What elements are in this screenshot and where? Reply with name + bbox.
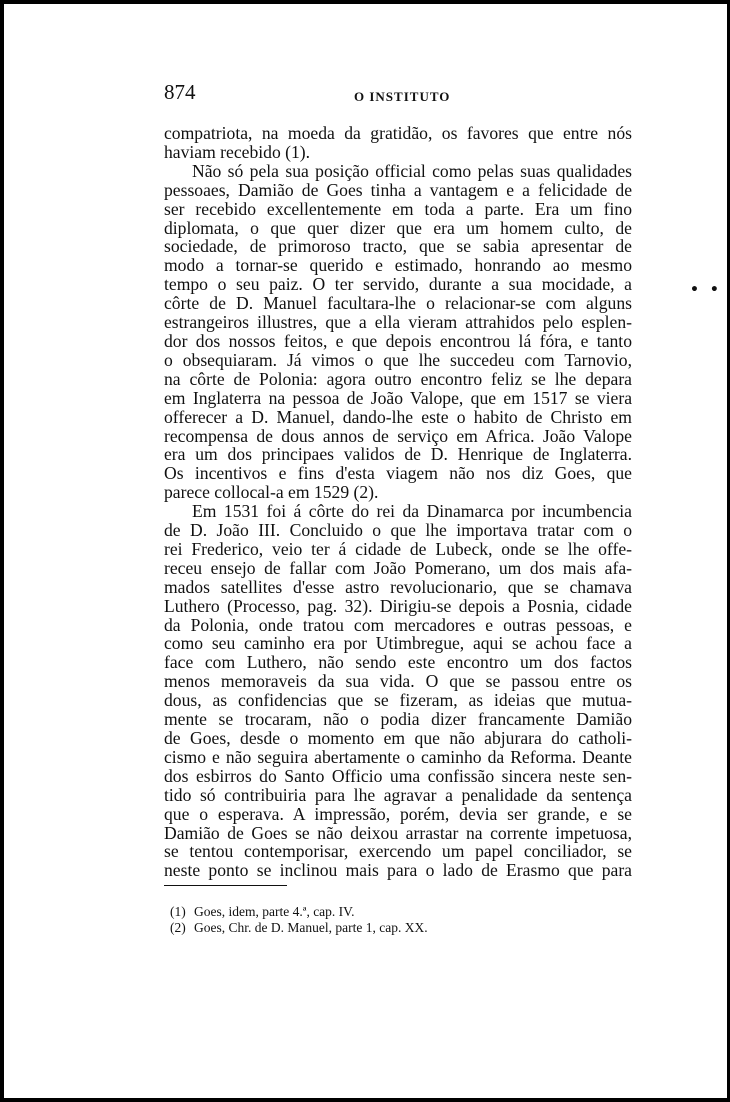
footnote-1	[170, 904, 428, 920]
text-line: que o esperava. A impressão, porém, devia ser grande, e se	[164, 803, 632, 824]
text-line: offerecer a D. Manuel, dando-lhe este o habito de Christo em	[164, 406, 632, 427]
text-line: recompensa de dous annos de serviço em Africa. João Valope	[164, 425, 632, 446]
text-line: neste ponto se inclinou mais para o lado de Erasmo que para	[164, 860, 632, 881]
text-line: dor dos nossos feitos, e que depois encontrou lá fóra, e tanto	[164, 330, 632, 351]
footnotes	[170, 904, 428, 936]
text-line: diplomata, o que quer dizer que era um homem culto, de	[164, 217, 632, 238]
text-line: face com Luthero, não sendo este encontro um dos factos	[164, 652, 632, 673]
text-line: côrte de D. Manuel facultara-lhe o relacionar-se com alguns	[164, 293, 632, 314]
text-line: estrangeiros illustres, que a ella vieram attrahidos pelo esplen-	[164, 312, 632, 333]
text-line: na côrte de Polonia: agora outro encontro feliz se lhe depara	[164, 368, 632, 389]
page-number: 874	[164, 80, 196, 104]
text-line: de D. João III. Concluido o que lhe importava tratar com o	[164, 520, 632, 541]
footnote-2	[170, 920, 428, 936]
text-line: pessoaes, Damião de Goes tinha a vantagem e a felicidade de	[164, 179, 632, 200]
footnote-text: Goes, Chr. de D. Manuel, parte 1, cap. XX.	[194, 920, 428, 935]
text-line: de Goes, desde o momento em que não abjurara do catholi-	[164, 728, 632, 748]
text-line: em Inglaterra na pessoa de João Valope, que em 1517 se viera	[164, 387, 632, 408]
text-line: era um dos principaes validos de D. Henrique de Inglaterra.	[164, 444, 632, 465]
text-line: menos memoraveis da sua vida. O que se passou entre os	[164, 671, 632, 692]
text-line: tido só contribuiria para lhe agravar a penalidade da sentença	[164, 784, 632, 805]
text-line: tempo o seu paiz. O ter servido, durante a sua mocidade, a	[164, 274, 632, 295]
margin-dots: • •	[690, 282, 722, 298]
text-line: Os incentivos e fins d'esta viagem não nos diz Goes, que	[164, 463, 632, 484]
page-header	[164, 76, 632, 110]
text-line: como seu caminho era por Utimbregue, aqui se achou face a	[164, 633, 632, 654]
text-line: receu ensejo de fallar com João Pomerano, um dos mais afa-	[164, 557, 632, 578]
text-line: sociedade, de primoroso tracto, que se sabia apresentar de	[164, 236, 632, 257]
text-line: da Polonia, onde tratou com mercadores e outras pessoas, e	[164, 614, 632, 635]
text-line: Em 1531 foi á côrte do rei da Dinamarca por incumbencia	[192, 501, 632, 522]
text-line: o obsequiaram. Já vimos o que lhe succedeu com Tarnovio,	[164, 349, 632, 370]
footnote-mark: (2)	[170, 920, 186, 935]
text-line: compatriota, na moeda da gratidão, os favores que entre nós	[164, 123, 632, 143]
text-line: dous, as confidencias que se fizeram, as ideias que mutua-	[164, 690, 632, 711]
text-line: Damião de Goes se não deixou arrastar na corrente impetuosa,	[164, 822, 632, 843]
text-line: ser recebido excellentemente em toda a parte. Era um fino	[164, 198, 632, 219]
body-text	[164, 124, 632, 880]
text-line: cismo e não seguira abertamente o caminho da Reforma. Deante	[164, 746, 632, 767]
footnote-rule	[164, 885, 287, 886]
text-line: mados satellites d'esse astro revolucionario, que se chamava	[164, 576, 632, 597]
text-line: Não só pela sua posição official como pelas suas qualidades	[192, 160, 632, 181]
text-line: modo a tornar-se querido e estimado, honrando ao mesmo	[164, 255, 632, 276]
footnote-mark: (1)	[170, 904, 186, 919]
running-title: O INSTITUTO	[354, 89, 451, 104]
text-line: parece collocal-a em 1529 (2).	[164, 482, 379, 503]
text-line: mente se trocaram, não o podia dizer francamente Damião	[164, 709, 632, 730]
text-line: dos esbirros do Santo Officio uma confissão sincera neste sen-	[164, 765, 632, 786]
footnote-text: Goes, idem, parte 4.ª, cap. IV.	[194, 904, 355, 919]
text-line: rei Frederico, veio ter á cidade de Lubeck, onde se lhe offe-	[164, 538, 632, 559]
text-line: Luthero (Processo, pag. 32). Dirigiu-se depois a Posnia, cidade	[164, 595, 632, 616]
text-line: se tentou contemporisar, exercendo um papel conciliador, se	[164, 841, 632, 862]
text-line: haviam recebido (1).	[164, 141, 311, 162]
